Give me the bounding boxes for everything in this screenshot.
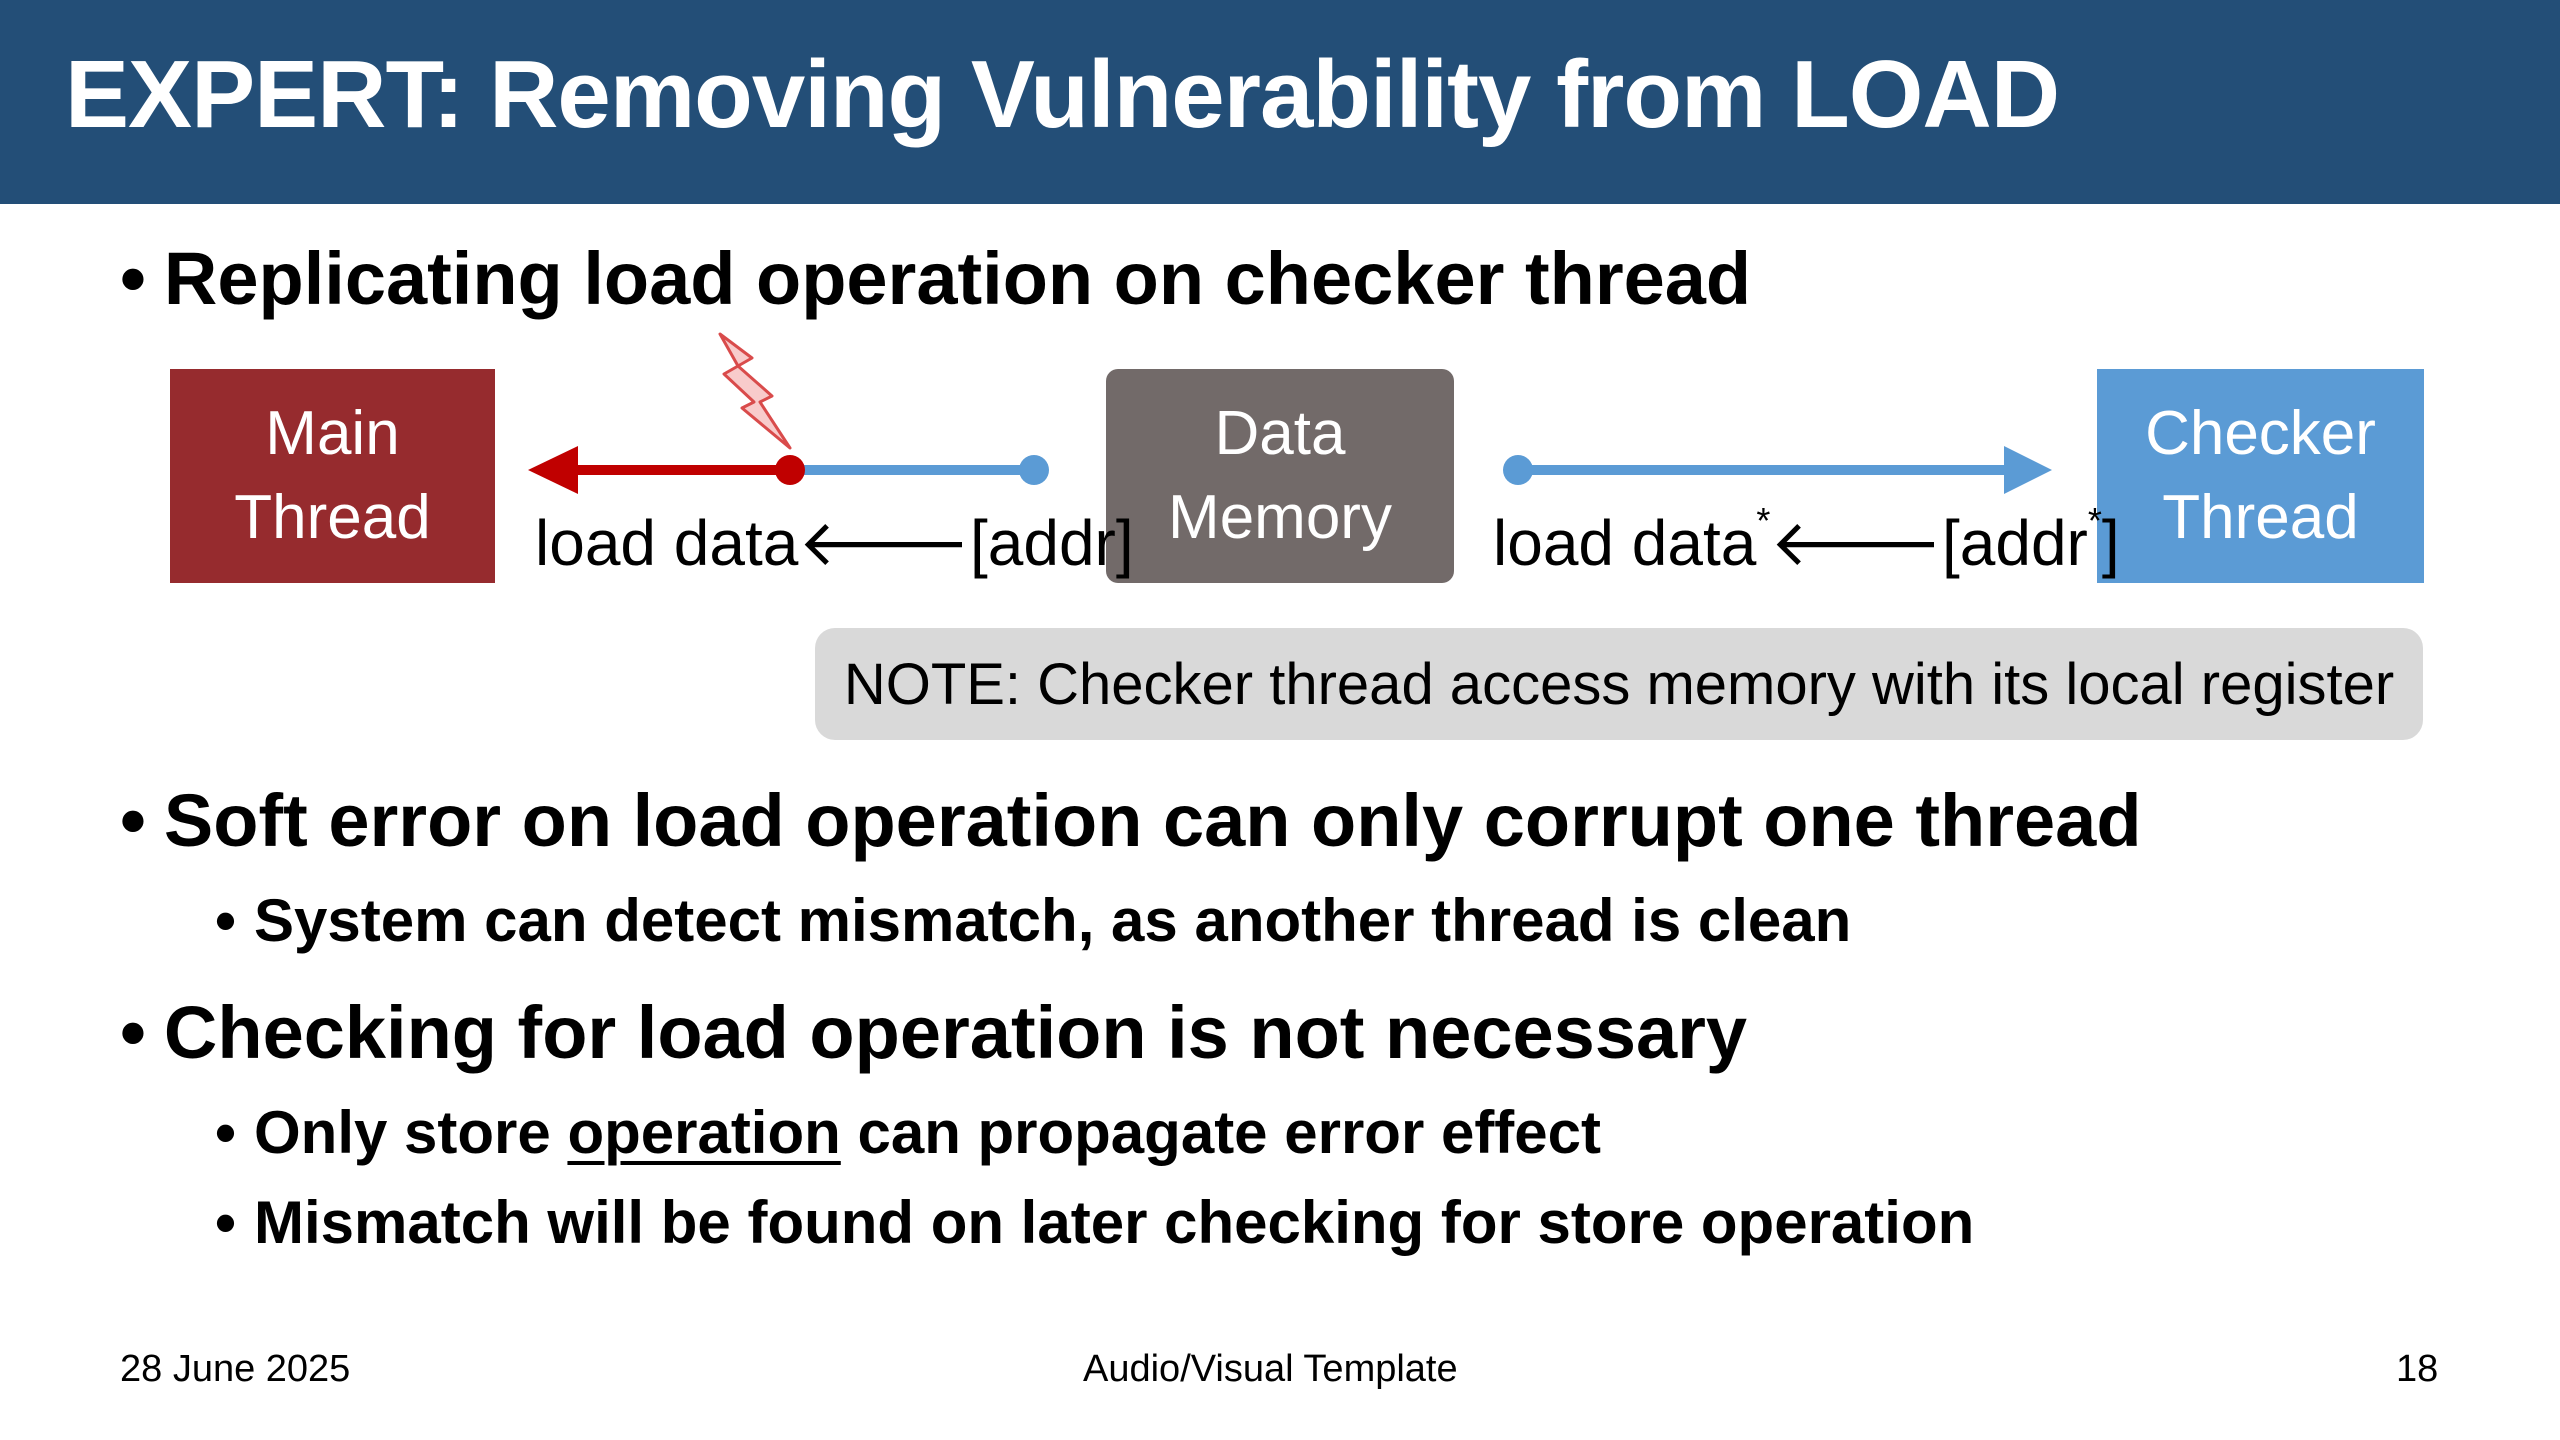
- main-thread-line1: Main: [265, 399, 400, 468]
- asterisk-mark: *: [2087, 500, 2102, 541]
- bullet-dot: •: [120, 237, 146, 320]
- lightning-bolt-icon: [720, 334, 790, 448]
- footer-date: 28 June 2025: [120, 1348, 351, 1390]
- bullet-3-text: Checking for load operation is not necessary: [163, 991, 1748, 1074]
- asterisk-mark: *: [1756, 500, 1771, 541]
- data-memory-line2: Memory: [1168, 483, 1392, 552]
- main-thread-line2: Thread: [234, 483, 431, 552]
- main-load-addr: [addr]: [969, 507, 1134, 579]
- checker-arrowhead: [2004, 446, 2052, 494]
- main-thread-box: [170, 369, 495, 583]
- bullet-3-sub-1-before: Only store: [254, 1099, 568, 1166]
- bullet-3-sub-2-text: Mismatch will be found on later checking for store operation: [254, 1189, 1975, 1256]
- error-point-dot: [775, 455, 805, 485]
- bullet-2-text: Soft error on load operation can only corrupt one thread: [163, 779, 2142, 862]
- bullet-2-sub-1: [215, 886, 1851, 955]
- data-memory-box: [1106, 369, 1454, 583]
- bullet-3: [120, 990, 1747, 1075]
- checker-load-label: [1493, 500, 2120, 581]
- bullet-2-sub-1-text: System can detect mismatch, as another thread is clean: [254, 887, 1852, 954]
- error-arrowhead: [528, 446, 578, 494]
- underlined-word: operation: [567, 1099, 841, 1166]
- bullet-3-sub-1-after: can propagate error effect: [840, 1099, 1602, 1166]
- checker-load-addr-close: ]: [2101, 507, 2120, 579]
- main-load-label: [535, 504, 1134, 581]
- slide-title: EXPERT: Removing Vulnerability from LOAD: [65, 41, 2060, 148]
- bullet-dot: •: [215, 887, 237, 954]
- main-load-prefix: load data: [535, 507, 799, 579]
- footer-center: Audio/Visual Template: [1083, 1348, 1458, 1390]
- bullet-dot: •: [215, 1099, 237, 1166]
- note-text: NOTE: Checker thread access memory with its local register: [843, 651, 2395, 717]
- memory-endpoint-dot: [1019, 455, 1049, 485]
- bullet-dot: •: [215, 1189, 237, 1256]
- checker-thread-box: [2097, 369, 2424, 583]
- bullet-dot: •: [120, 779, 146, 862]
- left-arrow-icon: 🡐: [798, 507, 970, 579]
- bullet-dot: •: [120, 991, 146, 1074]
- bullet-3-sub-1: [215, 1098, 1601, 1167]
- bullet-2: [120, 778, 2142, 863]
- bullet-3-sub-2: [215, 1188, 1974, 1257]
- bullet-1-text: Replicating load operation on checker thread: [163, 237, 1752, 320]
- note-box: [815, 628, 2423, 740]
- checker-thread-line2: Thread: [2162, 483, 2359, 552]
- page-number: 18: [2396, 1348, 2439, 1390]
- left-arrow-icon: 🡐: [1770, 507, 1942, 579]
- data-memory-line1: Data: [1214, 399, 1346, 468]
- checker-load-addr: [addr: [1941, 507, 2088, 579]
- checker-load-prefix: load data: [1493, 507, 1757, 579]
- checker-thread-line1: Checker: [2145, 399, 2376, 468]
